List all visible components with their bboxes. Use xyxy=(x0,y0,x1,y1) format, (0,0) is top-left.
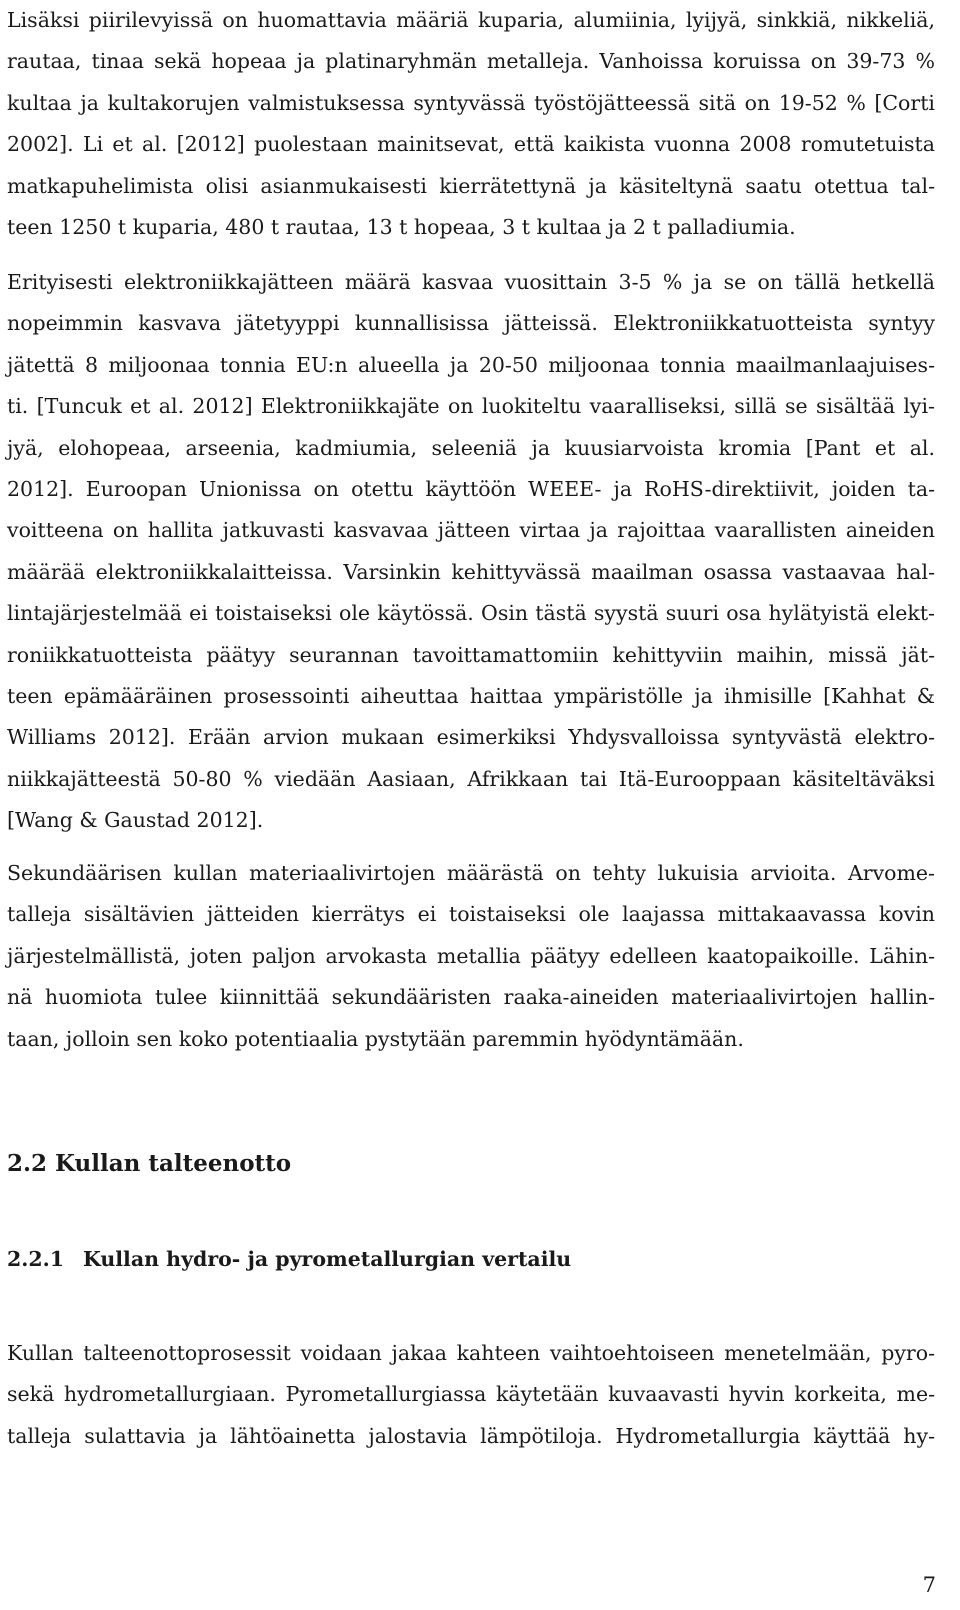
text-line: ti. [Tuncuk et al. 2012] Elektroniikkajäte on luokiteltu vaaralliseksi, sillä se sisältää lyi- xyxy=(7,394,935,419)
text-line: Williams 2012]. Erään arvion mukaan esimerkiksi Yhdysvalloissa syntyvästä elektro- xyxy=(7,725,935,750)
text-line: niikkajätteestä 50-80 % viedään Aasiaan, Afrikkaan tai Itä-Eurooppaan käsiteltäväksi xyxy=(7,766,935,791)
text-line: kultaa ja kultakorujen valmistuksessa syntyvässä työstöjätteessä sitä on 19-52 % [Corti xyxy=(7,90,935,115)
text-line: jätettä 8 miljoonaa tonnia EU:n alueella ja 20-50 miljoonaa tonnia maailmanlaajuises- xyxy=(7,352,935,377)
subsection-number: 2.2.1 xyxy=(7,1247,65,1271)
text-line: Sekundäärisen kullan materiaalivirtojen määrästä on tehty lukuisia arvioita. Arvome- xyxy=(7,861,935,885)
text-line: taan, jolloin sen koko potentiaalia pystytään paremmin hyödyntämään. xyxy=(7,1026,744,1051)
text-line: jyä, elohopeaa, arseenia, kadmiumia, seleeniä ja kuusiarvoista kromia [Pant et al. xyxy=(7,435,935,460)
text-line: 2012]. Euroopan Unionissa on otettu käyttöön WEEE- ja RoHS-direktiivit, joiden ta- xyxy=(7,476,935,501)
section-heading: 2.2 Kullan talteenotto xyxy=(7,1150,292,1177)
text-line: roniikkatuotteista päätyy seurannan tavoittamattomiin kehittyviin maihin, missä jät- xyxy=(7,642,935,667)
paragraph-secondary-gold xyxy=(7,853,935,1060)
text-line: talleja sisältävien jätteiden kierrätys ei toistaiseksi ole laajassa mittakaavassa kovin xyxy=(7,902,935,927)
text-line: [Wang & Gaustad 2012]. xyxy=(7,808,264,833)
paragraph-gold-recovery-processes xyxy=(7,1333,935,1457)
text-line: lintajärjestelmää ei toistaiseksi ole käytössä. Osin tästä syystä suuri osa hylätyistä elekt- xyxy=(7,601,935,626)
text-line: matkapuhelimista olisi asianmukaisesti kierrätettynä ja käsiteltynä saatu otettua tal- xyxy=(7,173,935,198)
text-line: Erityisesti elektroniikkajätteen määrä kasvaa vuosittain 3-5 % ja se on tällä hetkellä xyxy=(7,270,935,294)
text-line: talleja sulattavia ja lähtöainetta jalostavia lämpötiloja. Hydrometallurgia käyttää hy- xyxy=(7,1423,935,1448)
text-line: Lisäksi piirilevyissä on huomattavia määriä kuparia, alumiinia, lyijyä, sinkkiä, nikkeliä, xyxy=(7,8,935,32)
text-line: teen epämääräinen prosessointi aiheuttaa haittaa ympäristölle ja ihmisille [Kahhat & xyxy=(7,683,935,708)
text-line: rautaa, tinaa sekä hopeaa ja platinaryhmän metalleja. Vanhoissa koruissa on 39-73 % xyxy=(7,49,935,74)
page-number: 7 xyxy=(922,1573,936,1597)
text-line: järjestelmällistä, joten paljon arvokasta metallia päätyy edelleen kaatopaikoille. Lähin- xyxy=(7,943,935,968)
text-line: sekä hydrometallurgiaan. Pyrometallurgiassa käytetään kuvaavasti hyvin korkeita, me- xyxy=(7,1382,935,1407)
text-line: teen 1250 t kuparia, 480 t rautaa, 13 t hopeaa, 3 t kultaa ja 2 t palladiumia. xyxy=(7,214,796,239)
text-line: nä huomiota tulee kiinnittää sekundääristen raaka-aineiden materiaalivirtojen hallin- xyxy=(7,985,935,1010)
text-line: voitteena on hallita jatkuvasti kasvavaa jätteen virtaa ja rajoittaa vaarallisten aineiden xyxy=(7,518,935,543)
text-line: määrää elektroniikkalaitteissa. Varsinkin kehittyvässä maailman osassa vastaavaa hal- xyxy=(7,559,935,584)
paragraph-electronic-waste xyxy=(7,262,935,841)
subsection-heading xyxy=(7,1244,571,1274)
text-line: Kullan talteenottoprosessit voidaan jakaa kahteen vaihtoehtoiseen menetelmään, pyro- xyxy=(7,1341,935,1365)
text-line: nopeimmin kasvava jätetyyppi kunnallisissa jätteissä. Elektroniikkatuotteista syntyy xyxy=(7,311,935,336)
text-line: 2002]. Li et al. [2012] puolestaan mainitsevat, että kaikista vuonna 2008 romutetuista xyxy=(7,132,935,157)
subsection-title: Kullan hydro- ja pyrometallurgian vertailu xyxy=(83,1247,572,1271)
paragraph-metals-in-circuit-boards xyxy=(7,0,935,248)
